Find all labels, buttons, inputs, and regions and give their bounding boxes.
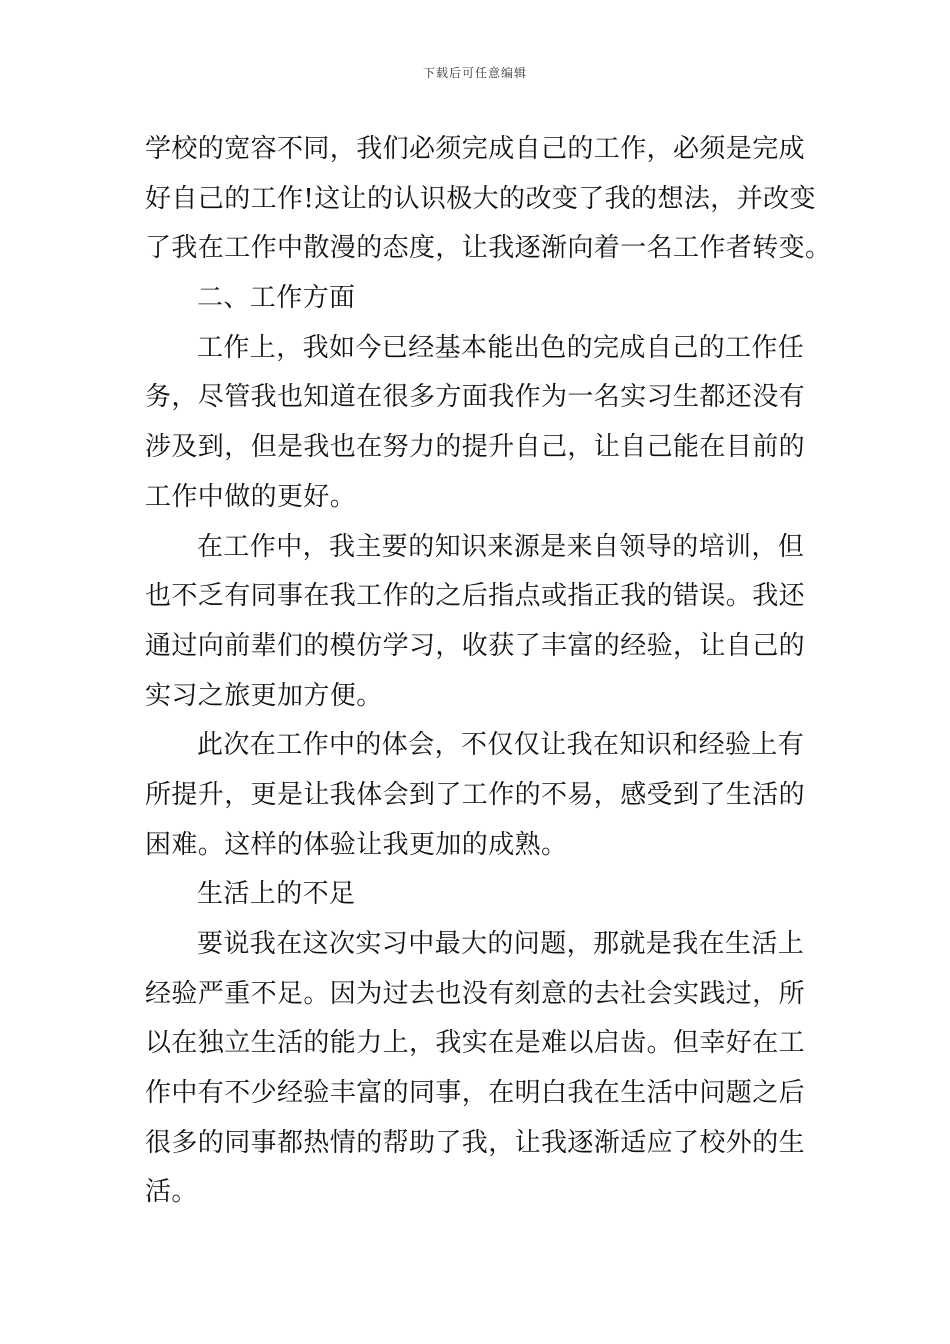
text-line: 作中有不少经验丰富的同事，在明白我在生活中问题之后 <box>145 1078 806 1109</box>
text-line: 了我在工作中散漫的态度，让我逐渐向着一名工作者转变。 <box>145 233 832 264</box>
text-line: 工作上，我如今已经基本能出色的完成自己的工作任 <box>197 332 805 363</box>
document-body <box>145 125 832 1218</box>
text-line: 经验严重不足。因为过去也没有刻意的去社会实践过，所 <box>145 978 806 1009</box>
text-line: 在工作中，我主要的知识来源是来自领导的培训，但 <box>197 531 805 562</box>
text-line: 要说我在这次实习中最大的问题，那就是我在生活上 <box>197 929 805 959</box>
text-line: 工作中做的更好。 <box>145 481 357 512</box>
text-line: 活。 <box>145 1177 198 1208</box>
text-line: 务，尽管我也知道在很多方面我作为一名实习生都还没有 <box>145 382 806 413</box>
text-line: 很多的同事都热情的帮助了我，让我逐渐适应了校外的生 <box>145 1127 806 1158</box>
section-heading: 二、工作方面 <box>197 283 356 314</box>
text-line: 通过向前辈们的模仿学习，收获了丰富的经验，让自己的 <box>145 630 806 661</box>
text-line: 此次在工作中的体会，不仅仅让我在知识和经验上有 <box>197 730 805 761</box>
page-header: 下载后可任意编辑 <box>422 66 527 80</box>
text-line: 困难。这样的体验让我更加的成熟。 <box>145 829 568 860</box>
text-line: 也不乏有同事在我工作的之后指点或指正我的错误。我还 <box>145 581 806 612</box>
text-line: 实习之旅更加方便。 <box>145 680 383 711</box>
text-line: 以在独立生活的能力上，我实在是难以启齿。但幸好在工 <box>145 1028 806 1059</box>
text-line: 所提升，更是让我体会到了工作的不易，感受到了生活的 <box>145 779 806 810</box>
text-line: 涉及到，但是我也在努力的提升自己，让自己能在目前的 <box>145 432 806 463</box>
text-line: 学校的宽容不同，我们必须完成自己的工作，必须是完成 <box>145 134 806 164</box>
text-line: 好自己的工作!这让的认识极大的改变了我的想法，并改变 <box>145 183 816 214</box>
section-heading: 生活上的不足 <box>197 879 356 910</box>
